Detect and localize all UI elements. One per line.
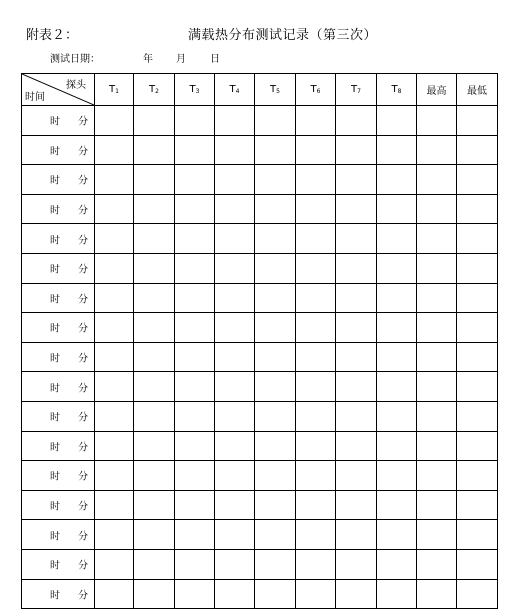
probe-column-index: 7 bbox=[357, 88, 361, 95]
data-cell[interactable] bbox=[134, 165, 175, 195]
time-header-label: 时间 bbox=[25, 92, 45, 103]
data-cell[interactable] bbox=[417, 194, 457, 224]
minute-unit-label: 分 bbox=[78, 264, 88, 276]
data-cell[interactable] bbox=[417, 165, 457, 195]
data-cell[interactable] bbox=[296, 165, 336, 195]
data-cell[interactable] bbox=[377, 461, 417, 491]
minute-unit-label: 分 bbox=[78, 294, 88, 306]
time-cell[interactable] bbox=[22, 135, 95, 165]
data-cell[interactable] bbox=[134, 461, 175, 491]
data-cell[interactable] bbox=[134, 401, 175, 431]
minute-unit-label: 分 bbox=[78, 146, 88, 158]
data-cell[interactable] bbox=[296, 106, 336, 136]
hour-unit-label: 时 bbox=[50, 146, 60, 158]
data-cell[interactable] bbox=[417, 490, 457, 520]
data-cell[interactable] bbox=[215, 490, 255, 520]
probe-column-header-t3 bbox=[175, 74, 215, 106]
data-cell[interactable] bbox=[134, 520, 175, 550]
hour-unit-label: 时 bbox=[50, 323, 60, 335]
table-row bbox=[22, 224, 498, 254]
header-row bbox=[22, 74, 498, 106]
data-cell[interactable] bbox=[457, 253, 498, 283]
data-cell[interactable] bbox=[95, 135, 134, 165]
data-cell[interactable] bbox=[175, 106, 215, 136]
data-cell[interactable] bbox=[255, 372, 296, 402]
data-cell[interactable] bbox=[175, 431, 215, 461]
minute-unit-label: 分 bbox=[78, 412, 88, 424]
table-row bbox=[22, 549, 498, 579]
data-cell[interactable] bbox=[215, 431, 255, 461]
data-cell[interactable] bbox=[377, 106, 417, 136]
probe-column-header-t8 bbox=[377, 74, 417, 106]
probe-column-header-t1 bbox=[95, 74, 134, 106]
data-cell[interactable] bbox=[457, 224, 498, 254]
data-cell[interactable] bbox=[296, 135, 336, 165]
data-cell[interactable] bbox=[95, 313, 134, 343]
time-cell[interactable] bbox=[22, 461, 95, 491]
data-cell[interactable] bbox=[215, 135, 255, 165]
data-cell[interactable] bbox=[255, 490, 296, 520]
data-cell[interactable] bbox=[134, 253, 175, 283]
heat-distribution-table bbox=[21, 73, 498, 609]
table-body bbox=[22, 106, 498, 609]
hour-unit-label: 时 bbox=[50, 590, 60, 602]
time-cell[interactable] bbox=[22, 253, 95, 283]
data-cell[interactable] bbox=[457, 549, 498, 579]
data-cell[interactable] bbox=[457, 165, 498, 195]
minute-unit-label: 分 bbox=[78, 235, 88, 247]
probe-column-index: 3 bbox=[195, 88, 200, 95]
hour-unit-label: 时 bbox=[50, 560, 60, 572]
time-cell[interactable] bbox=[22, 165, 95, 195]
corner-header-cell bbox=[22, 74, 95, 106]
data-cell[interactable] bbox=[377, 135, 417, 165]
data-cell[interactable] bbox=[417, 253, 457, 283]
data-cell[interactable] bbox=[296, 461, 336, 491]
data-cell[interactable] bbox=[296, 549, 336, 579]
data-cell[interactable] bbox=[336, 490, 377, 520]
data-cell[interactable] bbox=[134, 579, 175, 609]
table-row bbox=[22, 431, 498, 461]
data-cell[interactable] bbox=[255, 401, 296, 431]
data-cell[interactable] bbox=[377, 520, 417, 550]
data-cell[interactable] bbox=[296, 342, 336, 372]
table-row bbox=[22, 520, 498, 550]
data-cell[interactable] bbox=[134, 313, 175, 343]
data-cell[interactable] bbox=[95, 579, 134, 609]
data-cell[interactable] bbox=[417, 549, 457, 579]
minute-unit-label: 分 bbox=[78, 175, 88, 187]
minute-unit-label: 分 bbox=[78, 531, 88, 543]
data-cell[interactable] bbox=[336, 461, 377, 491]
hour-unit-label: 时 bbox=[50, 294, 60, 306]
data-cell[interactable] bbox=[377, 579, 417, 609]
data-cell[interactable] bbox=[336, 342, 377, 372]
data-cell[interactable] bbox=[175, 253, 215, 283]
data-cell[interactable] bbox=[417, 579, 457, 609]
table-row bbox=[22, 165, 498, 195]
data-cell[interactable] bbox=[457, 135, 498, 165]
data-cell[interactable] bbox=[95, 520, 134, 550]
data-cell[interactable] bbox=[215, 194, 255, 224]
data-cell[interactable] bbox=[296, 431, 336, 461]
data-cell[interactable] bbox=[255, 461, 296, 491]
table-row bbox=[22, 253, 498, 283]
month-label: 月 bbox=[176, 54, 186, 65]
day-label: 日 bbox=[210, 54, 220, 65]
data-cell[interactable] bbox=[95, 165, 134, 195]
hour-unit-label: 时 bbox=[50, 531, 60, 543]
data-cell[interactable] bbox=[457, 579, 498, 609]
probe-column-index: 2 bbox=[155, 88, 159, 95]
time-cell[interactable] bbox=[22, 431, 95, 461]
data-cell[interactable] bbox=[336, 135, 377, 165]
data-cell[interactable] bbox=[215, 461, 255, 491]
probe-column-base: T bbox=[109, 84, 116, 95]
hour-unit-label: 时 bbox=[50, 412, 60, 424]
probe-column-base: T bbox=[391, 84, 398, 95]
minute-unit-label: 分 bbox=[78, 323, 88, 335]
data-cell[interactable] bbox=[336, 579, 377, 609]
data-cell[interactable] bbox=[457, 194, 498, 224]
minute-unit-label: 分 bbox=[78, 501, 88, 513]
hour-unit-label: 时 bbox=[50, 442, 60, 454]
data-cell[interactable] bbox=[377, 490, 417, 520]
data-cell[interactable] bbox=[215, 372, 255, 402]
probe-column-header-t2 bbox=[134, 74, 175, 106]
data-cell[interactable] bbox=[417, 106, 457, 136]
data-cell[interactable] bbox=[296, 253, 336, 283]
hour-unit-label: 时 bbox=[50, 353, 60, 365]
data-cell[interactable] bbox=[175, 549, 215, 579]
data-cell[interactable] bbox=[175, 461, 215, 491]
data-cell[interactable] bbox=[134, 224, 175, 254]
table-row bbox=[22, 313, 498, 343]
data-cell[interactable] bbox=[296, 520, 336, 550]
data-cell[interactable] bbox=[95, 106, 134, 136]
data-cell[interactable] bbox=[457, 313, 498, 343]
table-row bbox=[22, 135, 498, 165]
data-cell[interactable] bbox=[255, 579, 296, 609]
data-cell[interactable] bbox=[95, 372, 134, 402]
data-cell[interactable] bbox=[175, 579, 215, 609]
document-title: 满载热分布测试记录（第三次） bbox=[188, 28, 378, 43]
data-cell[interactable] bbox=[255, 431, 296, 461]
data-cell[interactable] bbox=[95, 549, 134, 579]
data-cell[interactable] bbox=[296, 224, 336, 254]
data-cell[interactable] bbox=[215, 342, 255, 372]
data-cell[interactable] bbox=[417, 401, 457, 431]
time-cell[interactable] bbox=[22, 520, 95, 550]
data-cell[interactable] bbox=[175, 401, 215, 431]
data-cell[interactable] bbox=[175, 224, 215, 254]
probe-column-index: 8 bbox=[397, 88, 402, 95]
minute-unit-label: 分 bbox=[78, 383, 88, 395]
data-cell[interactable] bbox=[255, 194, 296, 224]
data-cell[interactable] bbox=[417, 520, 457, 550]
minute-unit-label: 分 bbox=[78, 353, 88, 365]
hour-unit-label: 时 bbox=[50, 175, 60, 187]
time-cell[interactable] bbox=[22, 401, 95, 431]
data-cell[interactable] bbox=[134, 283, 175, 313]
data-cell[interactable] bbox=[417, 372, 457, 402]
table-row bbox=[22, 401, 498, 431]
hour-unit-label: 时 bbox=[50, 205, 60, 217]
data-cell[interactable] bbox=[215, 283, 255, 313]
data-cell[interactable] bbox=[134, 342, 175, 372]
data-cell[interactable] bbox=[215, 106, 255, 136]
minute-unit-label: 分 bbox=[78, 471, 88, 483]
minute-unit-label: 分 bbox=[78, 205, 88, 217]
data-cell[interactable] bbox=[175, 165, 215, 195]
data-cell[interactable] bbox=[417, 283, 457, 313]
data-cell[interactable] bbox=[95, 401, 134, 431]
probe-column-base: T bbox=[270, 84, 277, 95]
probe-column-index: 4 bbox=[235, 88, 240, 95]
data-cell[interactable] bbox=[336, 165, 377, 195]
probe-column-index: 5 bbox=[276, 88, 280, 95]
data-cell[interactable] bbox=[255, 520, 296, 550]
data-cell[interactable] bbox=[377, 549, 417, 579]
minute-unit-label: 分 bbox=[78, 442, 88, 454]
data-cell[interactable] bbox=[134, 135, 175, 165]
data-cell[interactable] bbox=[255, 549, 296, 579]
data-cell[interactable] bbox=[336, 431, 377, 461]
data-cell[interactable] bbox=[215, 224, 255, 254]
data-cell[interactable] bbox=[377, 224, 417, 254]
table-row bbox=[22, 490, 498, 520]
data-cell[interactable] bbox=[417, 224, 457, 254]
data-cell[interactable] bbox=[95, 342, 134, 372]
probe-column-index: 6 bbox=[316, 88, 321, 95]
data-cell[interactable] bbox=[175, 372, 215, 402]
data-cell[interactable] bbox=[296, 579, 336, 609]
hour-unit-label: 时 bbox=[50, 383, 60, 395]
probe-column-base: T bbox=[351, 84, 358, 95]
data-cell[interactable] bbox=[296, 283, 336, 313]
data-cell[interactable] bbox=[336, 549, 377, 579]
minute-unit-label: 分 bbox=[78, 116, 88, 128]
data-cell[interactable] bbox=[255, 165, 296, 195]
year-label: 年 bbox=[143, 54, 153, 65]
data-cell[interactable] bbox=[134, 549, 175, 579]
data-cell[interactable] bbox=[377, 253, 417, 283]
table-row bbox=[22, 461, 498, 491]
time-cell[interactable] bbox=[22, 313, 95, 343]
data-cell[interactable] bbox=[215, 165, 255, 195]
hour-unit-label: 时 bbox=[50, 471, 60, 483]
data-cell[interactable] bbox=[457, 520, 498, 550]
data-cell[interactable] bbox=[95, 253, 134, 283]
table-row bbox=[22, 342, 498, 372]
data-cell[interactable] bbox=[457, 401, 498, 431]
probe-column-base: T bbox=[310, 84, 317, 95]
data-cell[interactable] bbox=[95, 224, 134, 254]
probe-column-header-t4 bbox=[215, 74, 255, 106]
data-cell[interactable] bbox=[417, 342, 457, 372]
max-column-header: 最高 bbox=[417, 74, 457, 106]
probe-header-label: 探头 bbox=[66, 80, 86, 91]
data-cell[interactable] bbox=[215, 313, 255, 343]
data-cell[interactable] bbox=[377, 194, 417, 224]
data-cell[interactable] bbox=[377, 401, 417, 431]
hour-unit-label: 时 bbox=[50, 116, 60, 128]
table-row bbox=[22, 579, 498, 609]
hour-unit-label: 时 bbox=[50, 235, 60, 247]
minute-unit-label: 分 bbox=[78, 560, 88, 572]
data-cell[interactable] bbox=[296, 372, 336, 402]
data-cell[interactable] bbox=[255, 283, 296, 313]
data-cell[interactable] bbox=[296, 313, 336, 343]
data-cell[interactable] bbox=[175, 313, 215, 343]
data-cell[interactable] bbox=[457, 461, 498, 491]
data-cell[interactable] bbox=[134, 106, 175, 136]
probe-column-header-t7 bbox=[336, 74, 377, 106]
data-cell[interactable] bbox=[377, 372, 417, 402]
data-cell[interactable] bbox=[175, 490, 215, 520]
probe-column-index: 1 bbox=[115, 88, 119, 95]
data-cell[interactable] bbox=[255, 342, 296, 372]
data-cell[interactable] bbox=[457, 106, 498, 136]
time-cell[interactable] bbox=[22, 194, 95, 224]
data-cell[interactable] bbox=[95, 431, 134, 461]
data-cell[interactable] bbox=[336, 194, 377, 224]
data-cell[interactable] bbox=[215, 401, 255, 431]
data-cell[interactable] bbox=[175, 283, 215, 313]
time-cell[interactable] bbox=[22, 106, 95, 136]
appendix-label: 附表２： bbox=[26, 28, 79, 43]
probe-column-base: T bbox=[149, 84, 156, 95]
time-cell[interactable] bbox=[22, 579, 95, 609]
data-cell[interactable] bbox=[417, 313, 457, 343]
data-cell[interactable] bbox=[134, 194, 175, 224]
data-cell[interactable] bbox=[95, 194, 134, 224]
data-cell[interactable] bbox=[336, 224, 377, 254]
time-cell[interactable] bbox=[22, 342, 95, 372]
minute-unit-label: 分 bbox=[78, 590, 88, 602]
time-cell[interactable] bbox=[22, 549, 95, 579]
data-cell[interactable] bbox=[95, 283, 134, 313]
data-cell[interactable] bbox=[95, 490, 134, 520]
data-cell[interactable] bbox=[134, 431, 175, 461]
data-cell[interactable] bbox=[457, 372, 498, 402]
data-cell[interactable] bbox=[255, 106, 296, 136]
data-cell[interactable] bbox=[457, 342, 498, 372]
data-cell[interactable] bbox=[377, 313, 417, 343]
probe-column-base: T bbox=[229, 84, 236, 95]
data-cell[interactable] bbox=[175, 135, 215, 165]
time-cell[interactable] bbox=[22, 224, 95, 254]
data-cell[interactable] bbox=[457, 283, 498, 313]
data-cell[interactable] bbox=[215, 520, 255, 550]
data-cell[interactable] bbox=[175, 194, 215, 224]
data-cell[interactable] bbox=[417, 461, 457, 491]
data-cell[interactable] bbox=[457, 431, 498, 461]
table-row bbox=[22, 106, 498, 136]
data-cell[interactable] bbox=[417, 431, 457, 461]
data-cell[interactable] bbox=[336, 283, 377, 313]
probe-column-header-t6 bbox=[296, 74, 336, 106]
data-cell[interactable] bbox=[417, 135, 457, 165]
data-cell[interactable] bbox=[336, 401, 377, 431]
data-cell[interactable] bbox=[255, 253, 296, 283]
data-cell[interactable] bbox=[336, 520, 377, 550]
time-cell[interactable] bbox=[22, 490, 95, 520]
data-cell[interactable] bbox=[336, 253, 377, 283]
data-cell[interactable] bbox=[255, 313, 296, 343]
data-cell[interactable] bbox=[134, 372, 175, 402]
table-row bbox=[22, 372, 498, 402]
data-cell[interactable] bbox=[215, 549, 255, 579]
hour-unit-label: 时 bbox=[50, 501, 60, 513]
data-cell[interactable] bbox=[175, 520, 215, 550]
test-date-label: 测试日期： bbox=[50, 54, 100, 65]
data-cell[interactable] bbox=[255, 135, 296, 165]
data-cell[interactable] bbox=[296, 194, 336, 224]
table-row bbox=[22, 194, 498, 224]
data-cell[interactable] bbox=[336, 313, 377, 343]
data-cell[interactable] bbox=[175, 342, 215, 372]
data-cell[interactable] bbox=[134, 490, 175, 520]
table-row bbox=[22, 283, 498, 313]
data-cell[interactable] bbox=[215, 579, 255, 609]
data-cell[interactable] bbox=[296, 401, 336, 431]
data-cell[interactable] bbox=[377, 165, 417, 195]
data-cell[interactable] bbox=[255, 224, 296, 254]
data-cell[interactable] bbox=[336, 372, 377, 402]
hour-unit-label: 时 bbox=[50, 264, 60, 276]
probe-column-header-t5 bbox=[255, 74, 296, 106]
min-column-header: 最低 bbox=[457, 74, 498, 106]
data-cell[interactable] bbox=[336, 106, 377, 136]
data-cell[interactable] bbox=[215, 253, 255, 283]
data-cell[interactable] bbox=[377, 283, 417, 313]
data-cell[interactable] bbox=[95, 461, 134, 491]
data-cell[interactable] bbox=[377, 431, 417, 461]
data-cell[interactable] bbox=[377, 342, 417, 372]
time-cell[interactable] bbox=[22, 372, 95, 402]
data-cell[interactable] bbox=[457, 490, 498, 520]
probe-column-base: T bbox=[189, 84, 196, 95]
time-cell[interactable] bbox=[22, 283, 95, 313]
data-cell[interactable] bbox=[296, 490, 336, 520]
